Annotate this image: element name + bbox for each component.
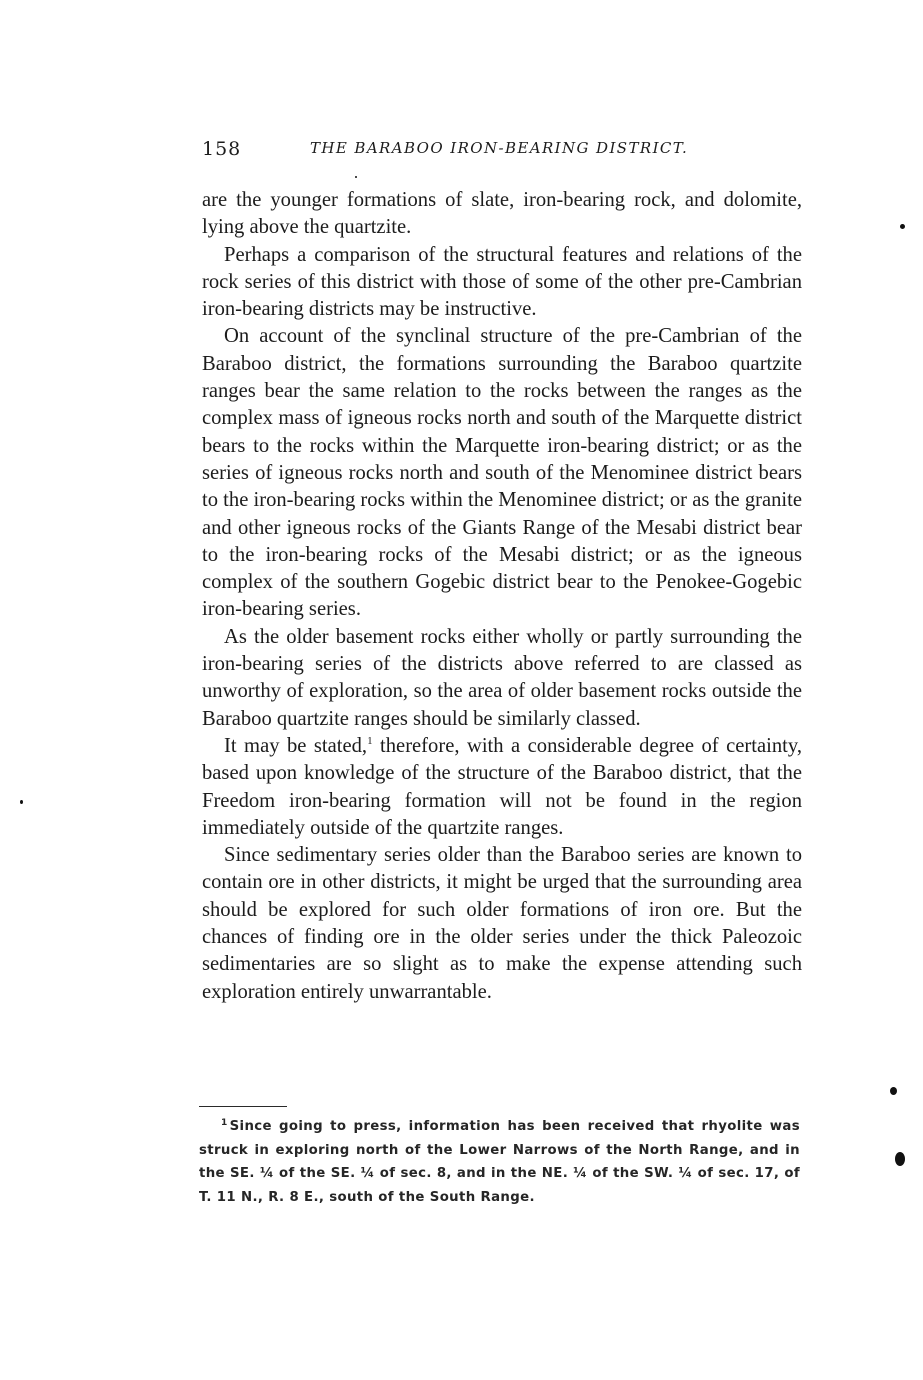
body-text <box>202 187 802 1006</box>
scan-speck <box>895 1152 905 1166</box>
footnote <box>199 1115 800 1209</box>
paragraph-5-rest: therefore, with a considerable degree of certainty, based upon knowledge of the structure of the Baraboo district, that the Freedom iron-bearing formation will not be found in the region immediately outside of the quartzite ranges. <box>202 734 802 839</box>
page-number: 158 <box>202 138 242 160</box>
paragraph-2: Perhaps a comparison of the structural features and relations of the rock series of this district with those of some of the other pre-Cambrian iron-bearing districts may be instructive. <box>202 243 802 321</box>
footnote-text: Since going to press, information has been received that rhyolite was struck in exploring north of the Lower Narrows of the North Range, and in the SE. ¼ of the SE. ¼ of sec. 8, and in the NE. ¼ of the SW. ¼ of sec. 17, of T. 11 N., R. 8 E., south of the South Range. <box>199 1119 800 1205</box>
scan-speck <box>20 800 23 804</box>
scan-speck <box>890 1087 897 1095</box>
paragraph-1: are the younger formations of slate, iron-bearing rock, and dolomite, lying above the quartzite. <box>202 189 802 239</box>
paragraph-4: As the older basement rocks either wholly or partly surrounding the iron-bearing series of the districts above referred to are classed as unworthy of exploration, so the area of older basement rocks outside the Baraboo quartzite ranges should be similarly classed. <box>202 625 802 730</box>
paragraph-5 <box>202 733 802 842</box>
running-title: THE BARABOO IRON-BEARING DISTRICT. <box>310 139 689 157</box>
scan-speck <box>355 176 357 178</box>
footnote-divider <box>199 1106 287 1107</box>
footnote-reference: 1 <box>367 735 373 748</box>
footnote-marker: 1 <box>221 1117 228 1128</box>
scan-speck <box>900 224 905 229</box>
paragraph-6: Since sedimentary series older than the Baraboo series are known to contain ore in other districts, it might be urged that the surrounding area should be explored for such older formations of iron ore. But the chances of finding ore in the older series under the thick Paleozoic sedimentaries are so slight as to make the expense attending such exploration entirely unwarrantable. <box>202 844 802 1003</box>
page-header <box>202 138 802 164</box>
paragraph-3: On account of the synclinal structure of the pre-Cambrian of the Baraboo district, the formations surrounding the Baraboo quartzite ranges bear the same relation to the rocks between the ranges as the complex mass of igneous rocks north and south of the Marquette district bears to the rocks within the Marquette iron-bearing district; or as the series of igneous rocks north and south of the Menominee district bears to the iron-bearing rocks within the Menominee district; or as the granite and other igneous rocks of the Giants Range of the Mesabi district bear to the iron-bearing rocks of the Mesabi district; or as the igneous complex of the southern Gogebic district bear to the Penokee-Gogebic iron-bearing series. <box>202 325 802 621</box>
paragraph-5-lead: It may be stated, <box>224 734 368 757</box>
